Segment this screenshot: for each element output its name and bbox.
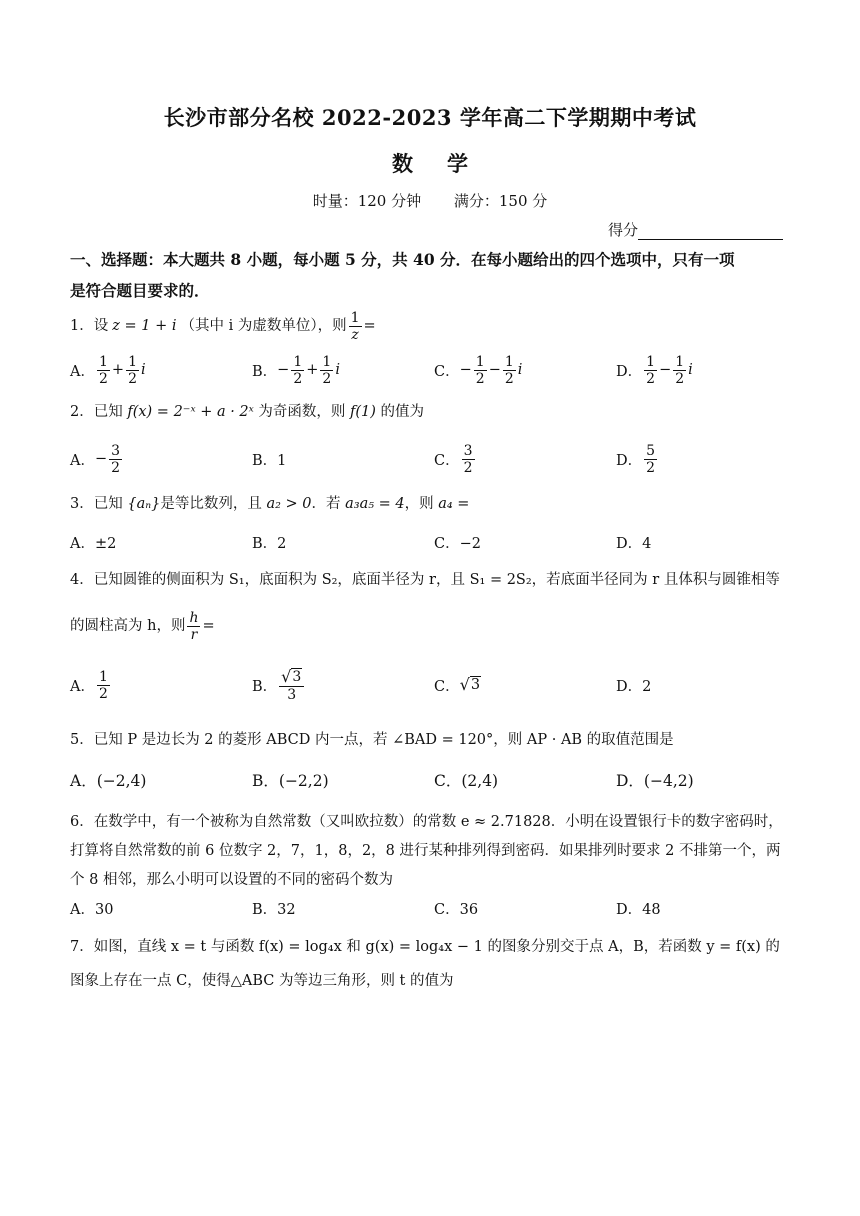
question-text: 设 [93,318,109,334]
fraction: $\frac{1}{z}$ [350,309,360,343]
q2-options [70,439,792,479]
question-2: 2．已知 f(x) = 2⁻ˣ + a · 2ˣ 为奇函数，则 f(1) 的值为 [70,404,425,420]
option-c: C．(2,4) [434,772,499,790]
exam-meta [0,190,860,211]
option-a: A． − $\frac{3}{2}$ [70,442,121,476]
option-b: B．1 [252,452,287,469]
question-1 [70,306,792,346]
question-4 [70,566,792,594]
section-heading-line2: 是符合题目要求的． [70,281,210,300]
exam-title: 长沙市部分名校 2022-2023 学年高二下学期期中考试 [163,105,697,130]
math-expression: f(1) [350,404,376,420]
option-c: C．36 [434,901,479,918]
option-b: B． − $\frac{1}{2}$ + $\frac{1}{2}$ i [252,353,340,387]
section-heading-line1: 一、选择题：本大题共 8 小题，每小题 5 分，共 40 分．在每小题给出的四个选项中，只有一项 [70,250,735,269]
option-a: A． $\frac{1}{2}$ [70,668,108,702]
q6-options [70,894,792,922]
option-d: D．2 [616,678,652,695]
option-d: D．4 [616,535,652,552]
option-c: C． − $\frac{1}{2}$ − $\frac{1}{2}$ i [434,353,523,387]
q5-options [70,764,792,796]
subject-title: 数学 [392,151,502,176]
time-limit: 时量：120 分钟 [312,192,422,210]
option-d: D．48 [616,901,661,918]
question-number: 2． [70,404,94,420]
score-blank [638,224,783,240]
question-number: 1． [70,318,94,334]
option-c: C． $\frac{3}{2}$ [434,442,473,476]
option-d: D．(−4,2) [616,772,694,790]
score-field [608,219,783,240]
question-text: = [363,318,376,334]
q3-options [70,528,792,556]
option-a: A．±2 [70,535,117,552]
question-6: 6．在数学中，有一个被称为自然常数（又叫欧拉数）的常数 e ≈ 2.71828．小明在设置银行卡的数字密码时， 打算将自然常数的前 6 位数字 2，7，1，8，2，8 进行某种排列得到密码．如果排列时要求 2 不排第一个，两 个 8 相邻，那么小明可以设置的不同的密码个数为 [70,814,783,888]
option-c: C． √ 3 [434,675,481,695]
full-score: 满分：150 分 [453,192,548,210]
q4-options [70,662,792,708]
section-heading [70,244,792,306]
question-5: 5．已知 P 是边长为 2 的菱形 ABCD 内一点，若 ∠BAD = 120°，则 AP · AB 的取值范围是 [70,732,674,748]
question-4-cont: 的圆柱高为 h，则 $\frac{h}{r}$ = [70,609,215,643]
option-b: B． √ 3 3 [252,662,306,708]
option-a: A． $\frac{1}{2}$ + $\frac{1}{2}$ i [70,353,146,387]
option-b: B．2 [252,535,287,552]
math-expression: f(x) = 2⁻ˣ + a · 2ˣ [127,404,254,420]
option-a: A．30 [70,901,114,918]
math-expression: z = 1 + i [112,318,177,334]
score-label: 得分 [608,221,639,239]
option-c: C．−2 [434,535,481,552]
question-7: 7．如图，直线 x = t 与函数 f(x) = log₄x 和 g(x) = log₄x − 1 的图象分别交于点 A，B，若函数 y = f(x) 的 图象上存在一点 C，使得△ABC 为等边三角形，则 t 的值为 [70,939,780,989]
option-b: B．(−2,2) [252,772,329,790]
option-d: D． $\frac{5}{2}$ [616,442,656,476]
option-b: B．32 [252,901,296,918]
q1-options [70,350,792,390]
option-a: A．(−2,4) [70,772,147,790]
question-text: 4．已知圆锥的侧面积为 S₁，底面积为 S₂，底面半径为 r，且 S₁ = 2S₂，若底面半径同为 r 且体积与圆锥相等 [70,572,780,588]
fraction: $\frac{h}{r}$ [189,609,199,643]
question-3: 3．已知 {aₙ}是等比数列，且 a₂ > 0．若 a₃a₅ = 4，则 a₄ = [70,496,470,512]
question-text: （其中 i 为虚数单位），则 [180,318,347,334]
option-d: D． $\frac{1}{2}$ − $\frac{1}{2}$ i [616,353,693,387]
